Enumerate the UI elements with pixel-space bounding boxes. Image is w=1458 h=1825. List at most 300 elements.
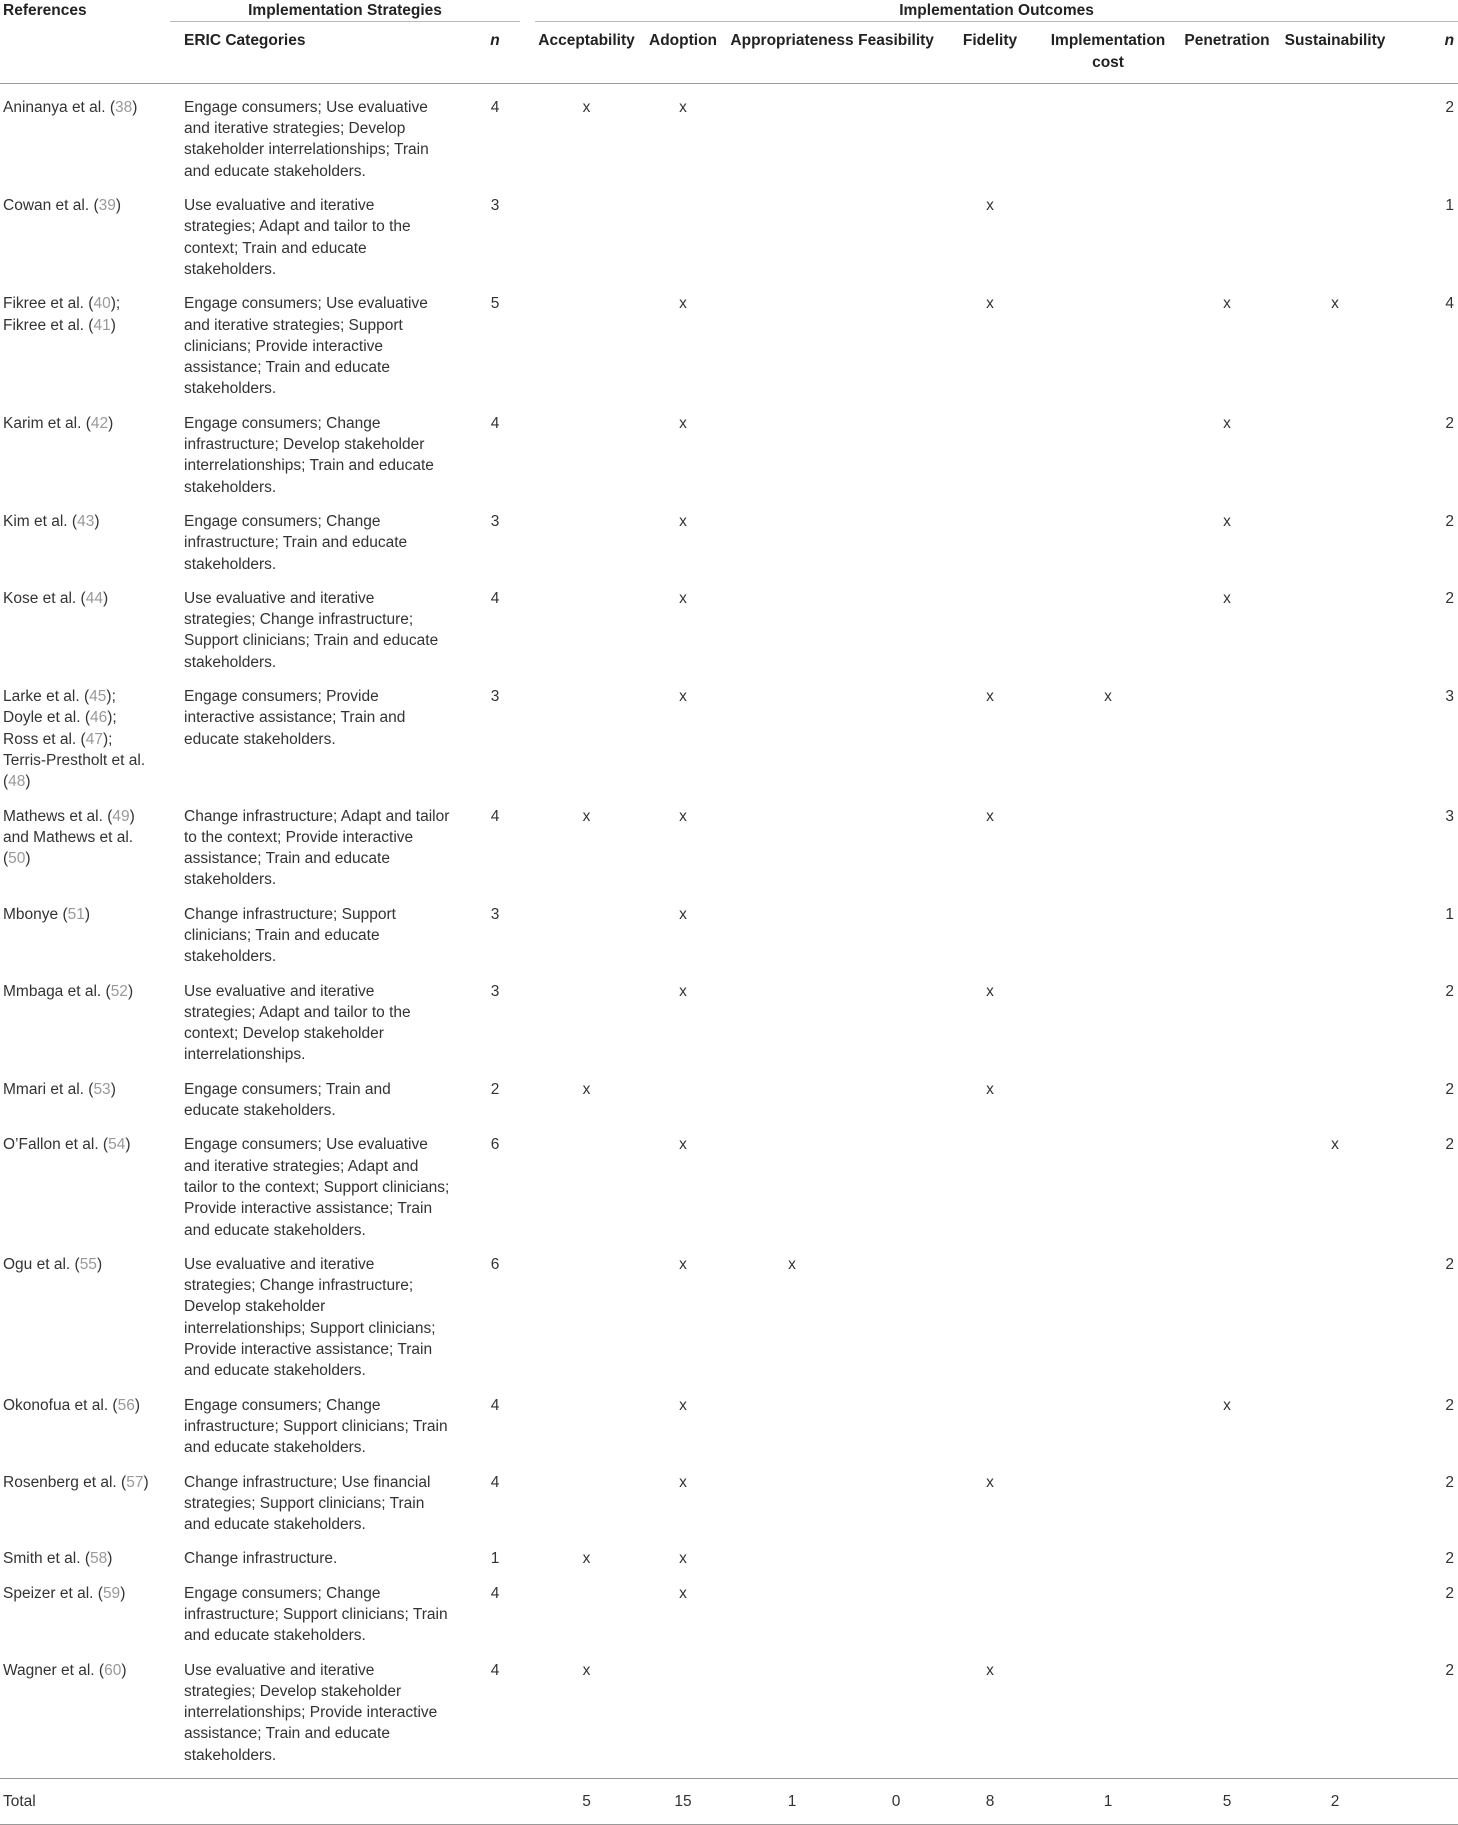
outcome-mark (535, 575, 638, 673)
outcome-mark (856, 1459, 936, 1536)
reference-cell (0, 968, 170, 1066)
header-outcome-penetration: Penetration (1172, 22, 1282, 84)
reference-text: Wagner et al. ( (3, 1661, 105, 1679)
outcome-count: 2 (1445, 1661, 1455, 1679)
reference-text: ) (96, 1255, 103, 1273)
outcome-mark (1044, 498, 1172, 575)
outcome-mark (856, 673, 936, 792)
eric-categories-cell: Engage consumers; Change infrastructure; Support clinicians; Train and educate stakeholders. (184, 1584, 448, 1645)
outcome-mark (1044, 182, 1172, 280)
outcome-mark: x (986, 982, 994, 1000)
outcome-mark (638, 1066, 728, 1122)
reference-text: ) (25, 850, 31, 868)
eric-categories-cell: Engage consumers; Train and educate stakeholders. (184, 1080, 391, 1120)
outcome-mark: x (582, 807, 591, 825)
reference-cell (0, 673, 170, 792)
reference-cell (0, 575, 170, 673)
reference-cell (0, 1066, 170, 1122)
outcome-mark (1282, 1570, 1388, 1647)
outcome-mark: x (1104, 688, 1112, 706)
reference-text: Kim et al. ( (3, 512, 78, 530)
header-references: References (3, 2, 87, 19)
reference-text: ) (143, 1473, 149, 1491)
header-outcome-feasibility: Feasibility (856, 22, 936, 84)
outcome-mark (936, 1121, 1044, 1240)
reference-cell (0, 1535, 170, 1569)
citation-link: 52 (110, 982, 128, 1000)
header-n-strategies: n (470, 22, 520, 84)
outcome-mark (1172, 83, 1282, 182)
outcome-count: 2 (1445, 1584, 1455, 1602)
outcome-mark (1282, 575, 1388, 673)
reference-cell (0, 1459, 170, 1536)
outcome-mark: x (679, 1473, 687, 1491)
header-outcome-implementation-cost: Implementation cost (1044, 22, 1172, 84)
citation-link: 47 (85, 730, 103, 748)
outcome-mark (535, 182, 638, 280)
citation-link: 59 (102, 1584, 121, 1602)
outcome-mark (728, 1570, 856, 1647)
outcome-mark (1282, 1066, 1388, 1122)
outcome-mark (1172, 1535, 1282, 1569)
outcome-mark (1044, 280, 1172, 399)
table-row (0, 673, 1458, 792)
outcome-mark: x (986, 807, 994, 825)
outcome-mark (856, 1570, 936, 1647)
citation-link: 48 (8, 773, 26, 791)
table-row (0, 498, 1458, 575)
table-row (0, 1535, 1458, 1569)
outcome-mark (535, 891, 638, 968)
eric-categories-cell: Use evaluative and iterative strategies; Change infrastructure; Develop stakeholder interrelationships; Support clinicians; Provide interactive assistance; Train and educate stakeholders. (184, 1255, 436, 1380)
citation-link: 57 (126, 1473, 144, 1491)
total-value: 8 (936, 1779, 1044, 1825)
strategy-count: 4 (490, 414, 500, 432)
table-row (0, 891, 1458, 968)
table-row (0, 1121, 1458, 1240)
header-outcome-adoption: Adoption (638, 22, 728, 84)
table-row (0, 1066, 1458, 1122)
outcome-mark (535, 1121, 638, 1240)
outcome-mark: x (679, 1396, 687, 1414)
outcome-count: 2 (1445, 1473, 1455, 1491)
reference-text: Karim et al. ( (3, 414, 91, 432)
header-outcome-sustainability: Sustainability (1282, 22, 1388, 84)
outcome-mark (936, 1241, 1044, 1382)
strategy-count: 2 (490, 1080, 500, 1098)
outcome-mark: x (986, 295, 994, 313)
outcome-mark (856, 891, 936, 968)
outcome-mark: x (582, 1661, 591, 1679)
table-row (0, 575, 1458, 673)
outcome-count: 1 (1445, 197, 1455, 215)
reference-cell (0, 400, 170, 498)
outcome-mark (1282, 83, 1388, 182)
outcome-mark: x (582, 1550, 591, 1568)
outcome-mark (535, 400, 638, 498)
outcome-mark (1172, 1121, 1282, 1240)
outcome-mark (856, 575, 936, 673)
table-row (0, 1647, 1458, 1779)
outcome-mark (728, 1382, 856, 1459)
outcome-mark (1282, 1647, 1388, 1779)
outcome-mark (856, 400, 936, 498)
outcome-count: 3 (1445, 807, 1455, 825)
reference-cell (0, 1647, 170, 1779)
citation-link: 50 (8, 850, 26, 868)
total-value: 15 (638, 1779, 728, 1825)
reference-cell (0, 280, 170, 399)
outcome-mark: x (582, 1080, 591, 1098)
outcome-mark (1044, 1535, 1172, 1569)
outcome-mark (728, 1647, 856, 1779)
outcome-mark (1044, 1241, 1172, 1382)
header-n-outcomes: n (1388, 22, 1458, 84)
table-row (0, 400, 1458, 498)
reference-text: Larke et al. ( (3, 688, 90, 706)
outcome-mark (1282, 1535, 1388, 1569)
reference-cell (0, 1121, 170, 1240)
reference-text: ); Doyle et al. ( (3, 688, 116, 727)
outcome-mark (1172, 1241, 1282, 1382)
citation-link: 55 (79, 1255, 97, 1273)
citation-link: 60 (104, 1661, 122, 1679)
outcome-mark (728, 575, 856, 673)
table-row (0, 1241, 1458, 1382)
outcome-count: 2 (1445, 512, 1455, 530)
eric-categories-cell: Engage consumers; Use evaluative and iterative strategies; Develop stakeholder interrelationships; Train and educate stakeholders. (184, 98, 429, 180)
outcome-mark (856, 1647, 936, 1779)
outcome-mark (1172, 793, 1282, 891)
reference-cell (0, 498, 170, 575)
outcome-mark (1282, 1459, 1388, 1536)
outcome-mark (728, 793, 856, 891)
outcome-count: 2 (1445, 1550, 1455, 1568)
citation-link: 39 (98, 197, 116, 215)
outcome-mark (728, 1121, 856, 1240)
outcome-mark (728, 968, 856, 1066)
reference-text: ) and Mathews et al. ( (3, 807, 135, 868)
outcome-mark (936, 1382, 1044, 1459)
outcome-mark: x (679, 1584, 687, 1602)
outcome-mark (1282, 1382, 1388, 1459)
header-outcome-appropriateness: Appropriateness (728, 22, 856, 84)
eric-categories-cell: Engage consumers; Change infrastructure; Support clinicians; Train and educate stakeholders. (184, 1396, 448, 1457)
outcome-mark: x (679, 589, 687, 607)
outcome-mark: x (582, 98, 591, 116)
eric-categories-cell: Use evaluative and iterative strategies; Adapt and tailor to the context; Train and educate stakeholders. (184, 197, 411, 278)
strategy-count: 6 (490, 1136, 500, 1154)
outcome-mark (1282, 968, 1388, 1066)
outcome-mark: x (679, 512, 687, 530)
reference-cell (0, 1382, 170, 1459)
outcome-mark (1282, 673, 1388, 792)
outcome-mark: x (679, 295, 687, 313)
table-row (0, 1570, 1458, 1647)
outcome-mark: x (679, 1255, 687, 1273)
citation-link: 42 (90, 414, 109, 432)
reference-text: ) (132, 98, 138, 116)
strategy-count: 4 (490, 589, 500, 607)
outcome-count: 2 (1445, 1255, 1455, 1273)
outcome-mark: x (679, 1550, 687, 1568)
outcome-mark (728, 498, 856, 575)
outcome-mark (856, 1535, 936, 1569)
outcome-mark: x (1223, 512, 1231, 530)
header-implementation-strategies: Implementation Strategies (170, 0, 520, 22)
reference-cell (0, 83, 170, 182)
citation-link: 43 (77, 512, 95, 530)
citation-link: 54 (108, 1136, 126, 1154)
outcome-mark: x (679, 1136, 687, 1154)
citation-link: 41 (93, 316, 111, 334)
outcome-mark (728, 1459, 856, 1536)
total-value: 0 (856, 1779, 936, 1825)
table-row (0, 182, 1458, 280)
eric-categories-cell: Engage consumers; Use evaluative and iterative strategies; Support clinicians; Provide interactive assistance; Train and educate stakeholders. (184, 295, 428, 398)
outcome-mark (535, 1382, 638, 1459)
outcome-mark: x (1223, 295, 1231, 313)
reference-cell (0, 891, 170, 968)
eric-categories-cell: Use evaluative and iterative strategies; Adapt and tailor to the context; Develop stakeholder interrelationships. (184, 982, 411, 1064)
reference-text: ) (121, 1661, 127, 1679)
eric-categories-cell: Use evaluative and iterative strategies; Change infrastructure; Support clinicians; Train and educate stakeholders. (184, 589, 439, 671)
outcome-mark (936, 498, 1044, 575)
reference-text: ) (110, 316, 116, 334)
outcome-count: 2 (1445, 589, 1455, 607)
outcome-mark (1044, 1121, 1172, 1240)
outcome-mark (1044, 1570, 1172, 1647)
eric-categories-cell: Use evaluative and iterative strategies; Develop stakeholder interrelationships; Provide interactive assistance; Train and educate stakeholders. (184, 1661, 438, 1764)
reference-text: ) (108, 414, 114, 432)
outcome-mark: x (679, 688, 687, 706)
reference-text: ) (115, 197, 122, 215)
outcome-count: 3 (1445, 688, 1455, 706)
outcome-mark: x (679, 982, 687, 1000)
outcome-mark (535, 280, 638, 399)
reference-text: ); Terris-Prestholt et al. ( (3, 730, 146, 791)
eric-categories-cell: Change infrastructure. (184, 1550, 338, 1568)
outcome-mark (1044, 400, 1172, 498)
outcome-mark (936, 400, 1044, 498)
reference-cell (0, 1570, 170, 1647)
reference-cell (0, 793, 170, 891)
strategy-count: 3 (490, 512, 500, 530)
reference-text: Aninanya et al. ( (3, 98, 116, 116)
reference-text: Rosenberg et al. ( (3, 1473, 127, 1491)
outcome-mark (1044, 1382, 1172, 1459)
total-value: 5 (535, 1779, 638, 1825)
outcome-mark (728, 891, 856, 968)
outcome-mark (1044, 891, 1172, 968)
reference-text: ) (125, 1136, 131, 1154)
outcome-mark (1282, 891, 1388, 968)
total-value: 1 (728, 1779, 856, 1825)
strategy-count: 5 (490, 295, 500, 313)
citation-link: 49 (112, 807, 130, 825)
outcome-mark (856, 498, 936, 575)
reference-text: ) (102, 589, 109, 607)
outcome-mark (1172, 182, 1282, 280)
outcome-mark (1282, 1241, 1388, 1382)
table-row (0, 83, 1458, 182)
strategy-count: 4 (490, 1396, 500, 1414)
outcome-mark (1172, 1570, 1282, 1647)
outcome-mark (535, 968, 638, 1066)
reference-text: Mathews et al. ( (3, 807, 113, 825)
outcome-mark (1282, 182, 1388, 280)
outcome-mark (728, 182, 856, 280)
outcome-mark (535, 1459, 638, 1536)
reference-text: ) (127, 982, 134, 1000)
outcome-mark: x (986, 197, 994, 215)
outcome-mark (535, 1570, 638, 1647)
outcome-count: 4 (1445, 295, 1455, 313)
outcome-mark (1282, 498, 1388, 575)
total-value: 1 (1044, 1779, 1172, 1825)
eric-categories-cell: Engage consumers; Change infrastructure; Develop stakeholder interrelationships; Train and educate stakeholders. (184, 414, 434, 496)
outcome-mark (856, 1382, 936, 1459)
outcome-mark (936, 575, 1044, 673)
outcome-mark (856, 968, 936, 1066)
outcome-mark (728, 1066, 856, 1122)
reference-text: Mmbaga et al. ( (3, 982, 111, 1000)
outcome-mark: x (679, 807, 687, 825)
outcome-mark (1044, 968, 1172, 1066)
outcome-mark (936, 891, 1044, 968)
outcome-mark (1172, 1459, 1282, 1536)
outcome-mark: x (679, 414, 687, 432)
eric-categories-cell: Engage consumers; Change infrastructure; Train and educate stakeholders. (184, 512, 408, 573)
outcome-count: 2 (1445, 414, 1455, 432)
outcome-mark (936, 1535, 1044, 1569)
outcome-count: 2 (1445, 1136, 1455, 1154)
table-row (0, 1459, 1458, 1536)
header-eric-categories: ERIC Categories (170, 22, 470, 84)
reference-text: ) (84, 905, 91, 923)
outcome-count: 1 (1445, 905, 1455, 923)
outcome-mark (1044, 1459, 1172, 1536)
outcome-mark (1282, 793, 1388, 891)
eric-categories-cell: Engage consumers; Use evaluative and iterative strategies; Adapt and tailor to the context; Support clinicians; Provide interactive assistance; Train and educate stakeholders. (184, 1136, 450, 1239)
outcome-mark (936, 1570, 1044, 1647)
outcome-mark (856, 182, 936, 280)
outcome-count: 2 (1445, 98, 1455, 116)
strategy-count: 4 (490, 807, 500, 825)
outcome-mark: x (1223, 1396, 1231, 1414)
outcome-mark (1172, 1066, 1282, 1122)
outcome-mark (1172, 968, 1282, 1066)
reference-text: Speizer et al. ( (3, 1584, 103, 1602)
outcome-mark (856, 793, 936, 891)
strategy-count: 1 (490, 1550, 500, 1568)
strategy-count: 6 (490, 1255, 500, 1273)
outcome-mark (728, 673, 856, 792)
outcome-mark (535, 1241, 638, 1382)
outcome-mark (638, 182, 728, 280)
outcome-mark: x (986, 688, 994, 706)
outcome-mark: x (1331, 1136, 1339, 1154)
reference-text: Ogu et al. ( (3, 1255, 80, 1273)
outcome-mark: x (1223, 589, 1231, 607)
reference-text: ) (94, 512, 100, 530)
reference-text: Mbonye ( (3, 905, 68, 923)
header-outcome-acceptability: Acceptability (535, 22, 638, 84)
outcome-mark (1044, 83, 1172, 182)
outcome-mark (1044, 575, 1172, 673)
total-value: 2 (1282, 1779, 1388, 1825)
total-value: 5 (1172, 1779, 1282, 1825)
outcome-mark: x (986, 1661, 994, 1679)
outcome-mark (1044, 1066, 1172, 1122)
header-outcome-fidelity: Fidelity (936, 22, 1044, 84)
reference-text: Fikree et al. ( (3, 295, 94, 313)
reference-text: Cowan et al. ( (3, 197, 99, 215)
total-label: Total (0, 1779, 170, 1825)
outcome-mark (1282, 400, 1388, 498)
outcome-mark (936, 83, 1044, 182)
outcome-mark (856, 1066, 936, 1122)
reference-cell (0, 182, 170, 280)
outcome-mark (1044, 1647, 1172, 1779)
eric-categories-cell: Change infrastructure; Use financial strategies; Support clinicians; Train and educate stakeholders. (184, 1473, 431, 1534)
outcome-mark (856, 1121, 936, 1240)
reference-text: ); Ross et al. ( (3, 709, 117, 748)
table-row (0, 1382, 1458, 1459)
outcome-mark (728, 280, 856, 399)
reference-text: Smith et al. ( (3, 1550, 90, 1568)
reference-text: ) (134, 1396, 141, 1414)
outcome-mark: x (1223, 414, 1231, 432)
strategy-count: 3 (490, 688, 500, 706)
outcome-mark (1172, 673, 1282, 792)
citation-link: 51 (67, 905, 85, 923)
strategy-count: 3 (490, 905, 500, 923)
outcome-mark: x (986, 1080, 994, 1098)
reference-text: Mmari et al. ( (3, 1080, 94, 1098)
strategy-count: 4 (490, 1661, 500, 1679)
reference-text: Okonofua et al. ( (3, 1396, 118, 1414)
table-row (0, 793, 1458, 891)
outcome-mark: x (679, 905, 687, 923)
citation-link: 53 (93, 1080, 111, 1098)
outcome-count: 2 (1445, 1396, 1455, 1414)
citation-link: 46 (90, 709, 108, 727)
strategy-count: 4 (490, 1584, 500, 1602)
strategy-count: 4 (490, 1473, 500, 1491)
outcome-mark (856, 280, 936, 399)
eric-categories-cell: Change infrastructure; Adapt and tailor to the context; Provide interactive assistance; Train and educate stakeholders. (184, 807, 450, 889)
outcome-mark (728, 400, 856, 498)
table-row (0, 968, 1458, 1066)
citation-link: 38 (115, 98, 133, 116)
table-row (0, 280, 1458, 399)
reference-text: ) (25, 773, 31, 791)
outcome-mark: x (679, 98, 687, 116)
outcome-mark (1172, 891, 1282, 968)
strategy-count: 3 (490, 197, 500, 215)
eric-categories-cell: Engage consumers; Provide interactive assistance; Train and educate stakeholders. (184, 688, 406, 748)
outcome-mark (728, 1535, 856, 1569)
outcome-mark (535, 673, 638, 792)
citation-link: 58 (90, 1550, 108, 1568)
citation-link: 40 (93, 295, 111, 313)
outcome-count: 2 (1445, 1080, 1455, 1098)
reference-text: ) (110, 1080, 116, 1098)
outcome-mark (1044, 793, 1172, 891)
outcome-mark: x (1331, 295, 1339, 313)
reference-cell (0, 1241, 170, 1382)
